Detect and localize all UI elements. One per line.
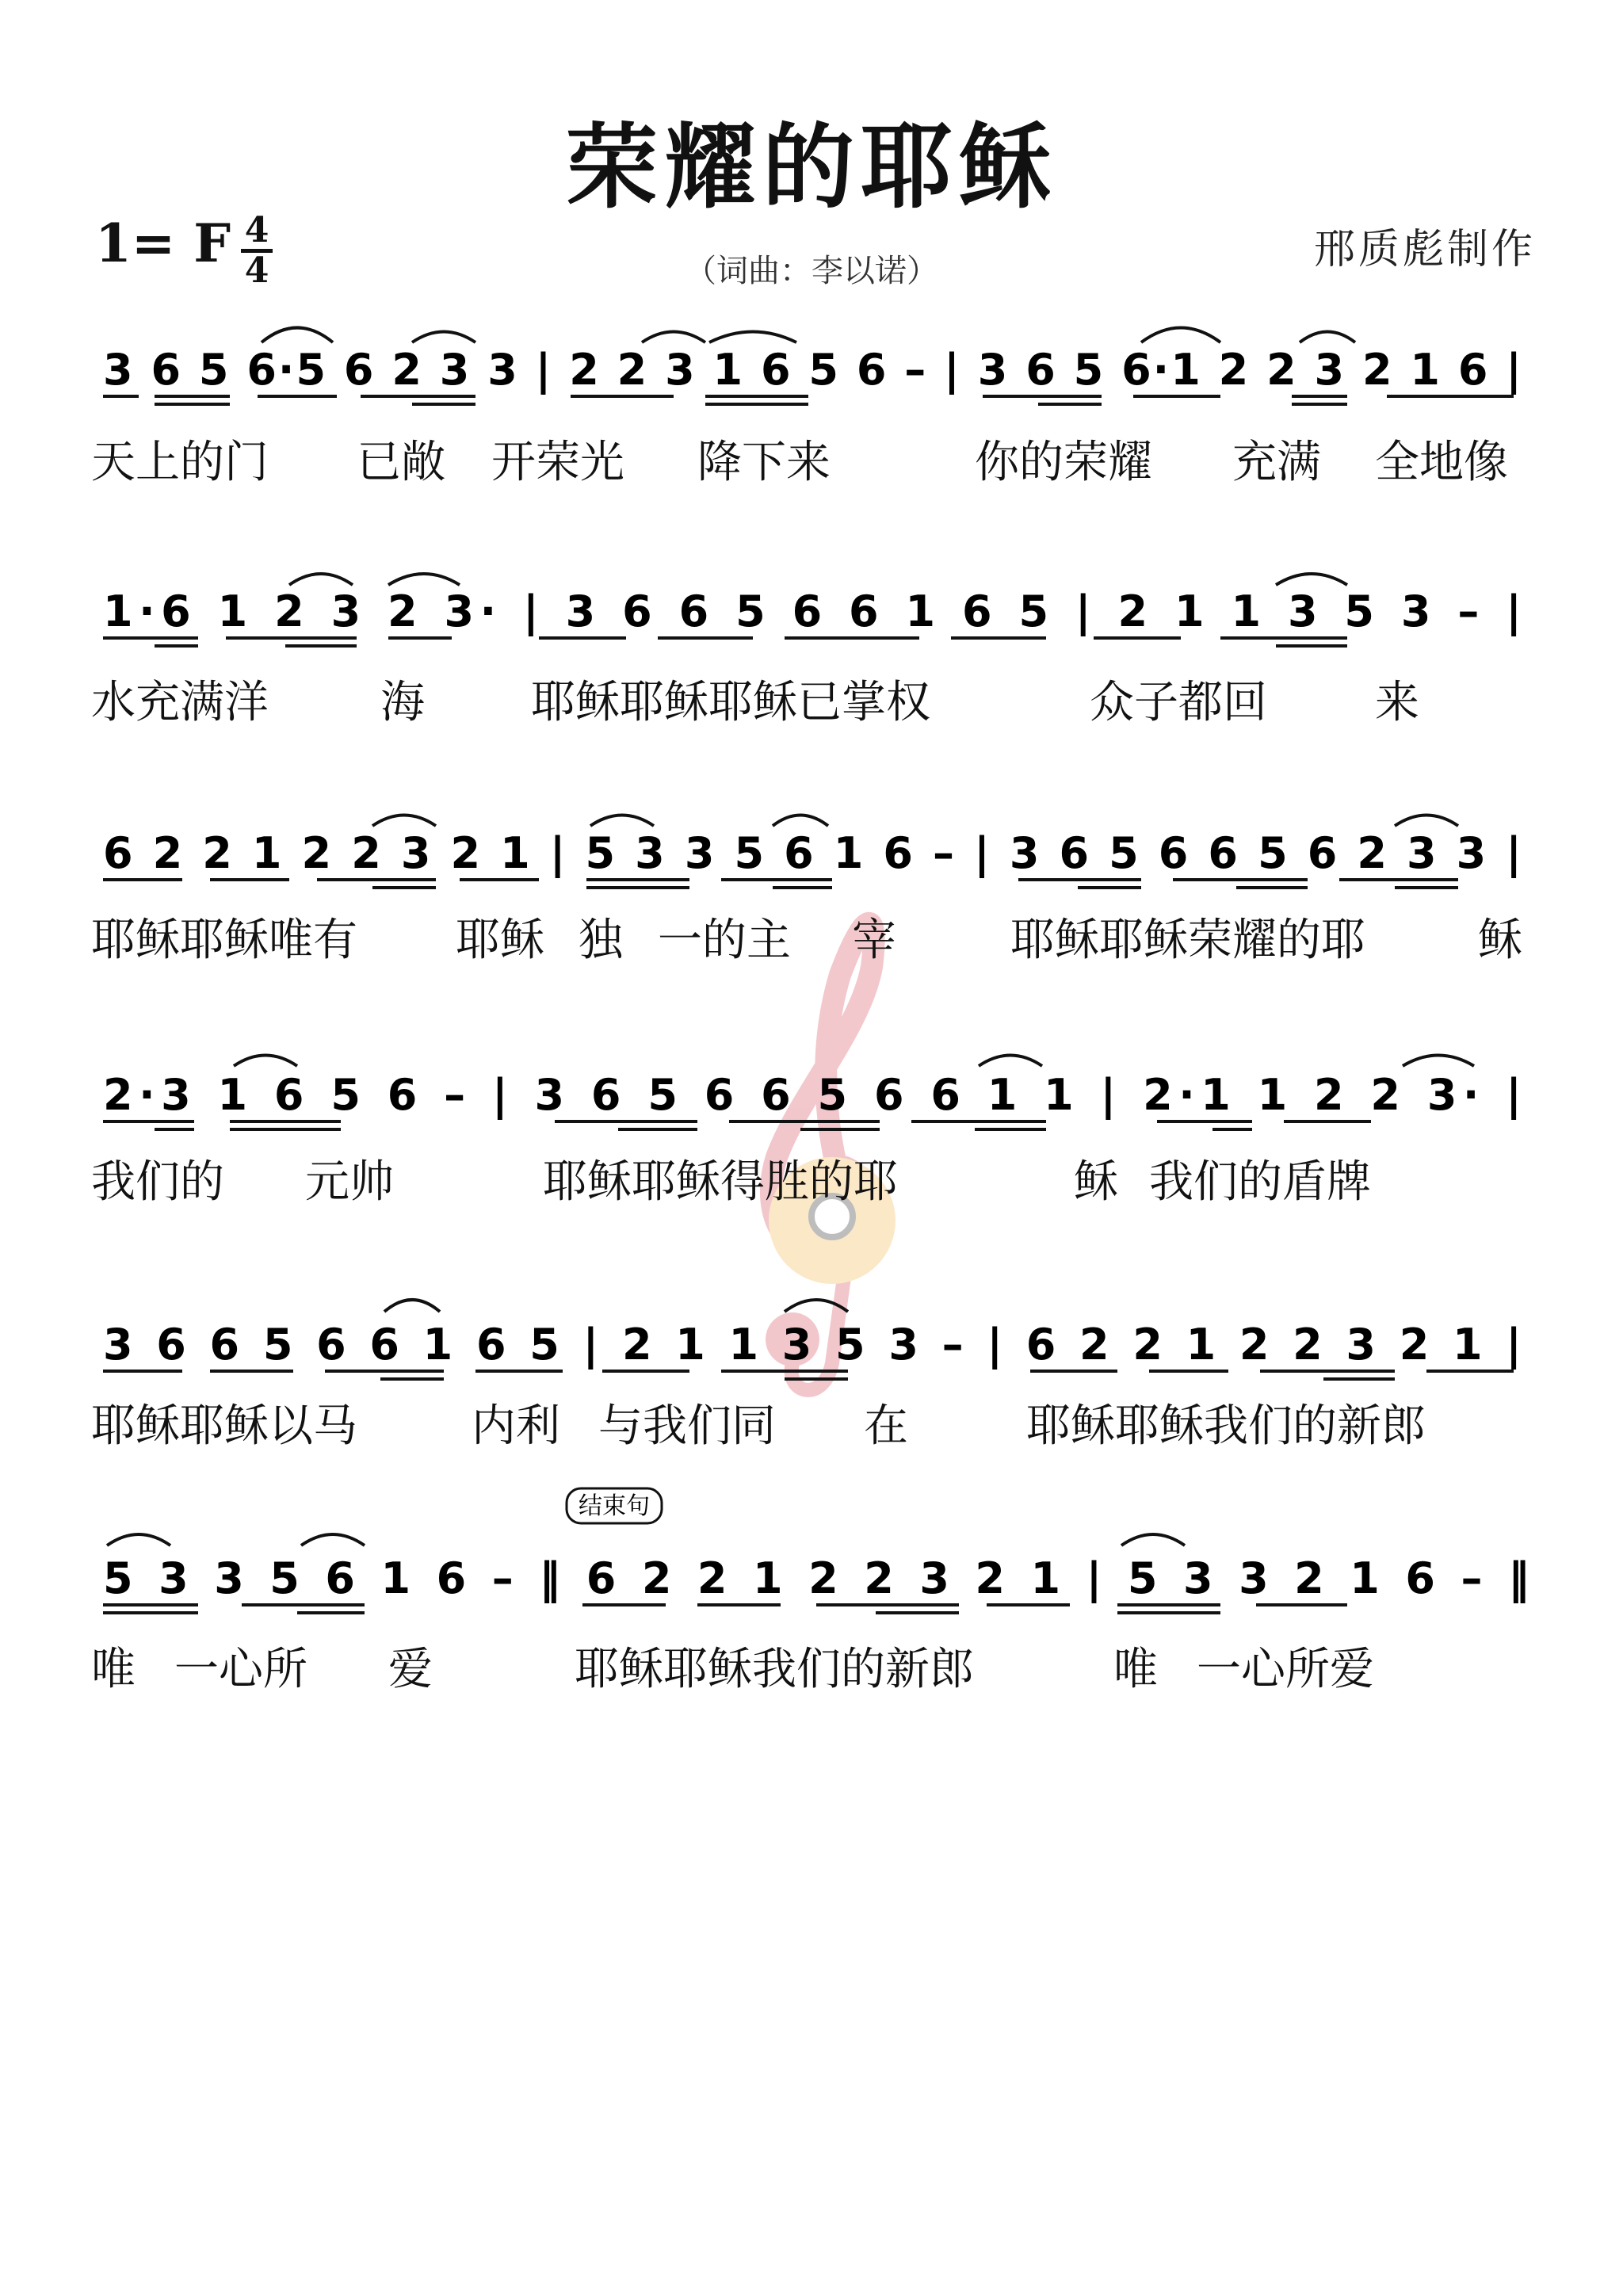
lyric: 全地像 bbox=[1375, 437, 1508, 488]
notation-line: 1·6 1 2 3 2 3· | 3 6 6 5 6 6 1 6 5 | 2 1 1 3 5 3 – | bbox=[103, 586, 1522, 636]
system-4 bbox=[91, 1056, 1522, 1209]
lyric: 众子都回 bbox=[1090, 677, 1267, 728]
lyric: 已敞 bbox=[357, 437, 445, 488]
lyric: 天上的门 bbox=[91, 437, 269, 488]
system-1 bbox=[91, 328, 1522, 489]
key-signature: 1= F bbox=[95, 212, 231, 274]
notation-row bbox=[103, 345, 1522, 395]
system-5 bbox=[91, 1300, 1522, 1452]
lyric: 耶稣耶稣以马 bbox=[91, 1400, 357, 1452]
lyric: 水充满洋 bbox=[91, 677, 269, 728]
lyric: 唯 bbox=[91, 1644, 136, 1695]
lyric: 内利 bbox=[472, 1400, 560, 1452]
lyric: 耶稣耶稣得胜的耶 bbox=[543, 1156, 898, 1208]
lyric: 一的主 bbox=[658, 915, 791, 966]
lyric: 充满 bbox=[1232, 437, 1321, 488]
notation-row bbox=[103, 828, 1522, 878]
lyric: 稣 bbox=[1478, 915, 1522, 966]
lyric: 降下来 bbox=[697, 437, 831, 488]
song-title: 荣耀的耶稣 bbox=[566, 113, 1057, 221]
lyric: 爱 bbox=[388, 1644, 433, 1695]
lyric: 开荣光 bbox=[491, 437, 624, 488]
lyric: 唯 bbox=[1113, 1644, 1158, 1695]
end-phrase-marker bbox=[567, 1488, 662, 1523]
lyric: 在 bbox=[864, 1400, 908, 1452]
lyric: 一心所 bbox=[174, 1644, 307, 1695]
lyric: 宰 bbox=[852, 915, 896, 966]
system-6 bbox=[91, 1488, 1529, 1695]
lyric: 稣 bbox=[1074, 1156, 1118, 1208]
lyric: 耶稣耶稣我们的新郎 bbox=[1026, 1400, 1426, 1452]
notation-line: 3 6 6 5 6 6 1 6 5 | 2 1 1 3 5 3 – | 6 2 2 1 2 2 3 2 1 | bbox=[103, 1320, 1522, 1370]
lyric: 我们的盾牌 bbox=[1149, 1156, 1371, 1208]
lyric: 元帅 bbox=[305, 1156, 394, 1208]
system-2 bbox=[91, 574, 1522, 728]
lyric: 耶稣耶稣耶稣已掌权 bbox=[531, 677, 930, 728]
notation-row bbox=[103, 1553, 1529, 1603]
lyric: 耶稣 bbox=[456, 915, 544, 966]
maker-credit: 邢质彪制作 bbox=[1313, 226, 1536, 273]
notation-line: 3 6 5 6·5 6 2 3 3 | 2 2 3 1 6 5 6 – | 3 6 5 6·1 2 2 3 2 1 6 | bbox=[103, 345, 1522, 395]
lyric: 与我们同 bbox=[598, 1400, 776, 1452]
credits: （词曲：李以诺） bbox=[685, 253, 938, 289]
notation-row bbox=[103, 586, 1522, 636]
time-signature-bottom: 4 bbox=[244, 250, 269, 291]
lyric: 你的荣耀 bbox=[975, 437, 1152, 488]
lyric: 独 bbox=[579, 915, 623, 966]
lyric: 耶稣耶稣唯有 bbox=[91, 915, 357, 966]
lyric: 一心所爱 bbox=[1197, 1644, 1374, 1695]
lyric: 耶稣耶稣我们的新郎 bbox=[575, 1644, 974, 1695]
system-3 bbox=[91, 816, 1522, 967]
notation-line: 2·3 1 6 5 6 – | 3 6 5 6 6 5 6 6 1 1 | 2·1 1 2 2 3· | bbox=[103, 1070, 1522, 1120]
lyric: 耶稣耶稣荣耀的耶 bbox=[1010, 915, 1365, 966]
notation-line: 5 3 3 5 6 1 6 – ‖ 6 2 2 1 2 2 3 2 1 | 5 3 3 2 1 6 – ‖ bbox=[103, 1553, 1529, 1603]
time-signature-top: 4 bbox=[244, 210, 269, 250]
lyric: 我们的 bbox=[91, 1156, 224, 1208]
lyric: 海 bbox=[380, 677, 425, 728]
notation-line: 6 2 2 1 2 2 3 2 1 | 5 3 3 5 6 1 6 – | 3 6 5 6 6 5 6 2 3 3 | bbox=[103, 828, 1522, 878]
end-phrase-label: 结束句 bbox=[579, 1492, 650, 1520]
lyric: 来 bbox=[1375, 677, 1419, 728]
